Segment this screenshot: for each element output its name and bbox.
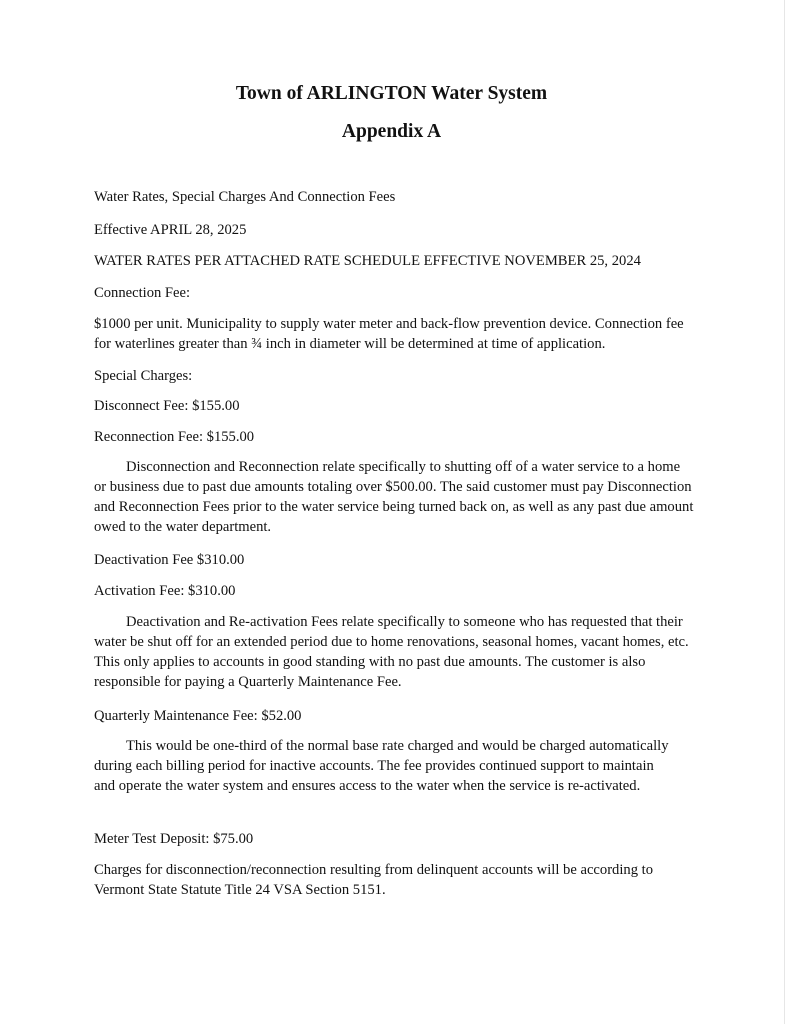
section-heading: Water Rates, Special Charges And Connection Fees — [94, 189, 396, 205]
rates-statement: WATER RATES PER ATTACHED RATE SCHEDULE EFFECTIVE NOVEMBER 25, 2024 — [94, 253, 641, 269]
disconnect-fee: Disconnect Fee: $155.00 — [94, 398, 240, 414]
quarterly-description: This would be one-third of the normal base rate charged and would be charged automatically during each billing period for inactive accounts. The fee provides continued support to maintain and operate the water system and ensures access to the water when the service is re-activated. — [94, 738, 669, 794]
deactivation-fee: Deactivation Fee $310.00 — [94, 552, 245, 568]
special-charges-label: Special Charges: — [94, 368, 193, 384]
disconnection-description: Disconnection and Reconnection relate specifically to shutting off of a water service to a home or business due to past due amounts totaling over $500.00. The said customer must pay Disconnection and Reconnection Fees prior to the water service being turned back on, as well as any past due amount owed to the water department. — [94, 459, 694, 535]
document-title: Town of ARLINGTON Water System — [235, 83, 548, 104]
meter-test-deposit: Meter Test Deposit: $75.00 — [94, 831, 254, 847]
effective-date: Effective APRIL 28, 2025 — [94, 222, 247, 238]
quarterly-maintenance-fee: Quarterly Maintenance Fee: $52.00 — [94, 708, 302, 724]
deactivation-description: Deactivation and Re-activation Fees relate specifically to someone who has requested that their water be shut off for an extended period due to home renovations, seasonal homes, vacant homes, etc. This only applies to accounts in good standing with no past due amounts. The customer is also responsible for paying a Quarterly Maintenance Fee. — [94, 614, 689, 690]
page-edge-shadow — [784, 0, 785, 1024]
reconnection-fee: Reconnection Fee: $155.00 — [94, 429, 255, 445]
connection-fee-label: Connection Fee: — [94, 285, 191, 301]
statute-reference: Charges for disconnection/reconnection resulting from delinquent accounts will be according to Vermont State Statute Title 24 VSA Section 5151. — [94, 862, 653, 898]
document-subtitle: Appendix A — [341, 121, 442, 142]
activation-fee: Activation Fee: $310.00 — [94, 583, 236, 599]
connection-fee-text: $1000 per unit. Municipality to supply water meter and back-flow prevention device. Connection fee for waterlines greater than ¾ inch in diameter will be determined at time of application. — [94, 316, 684, 352]
